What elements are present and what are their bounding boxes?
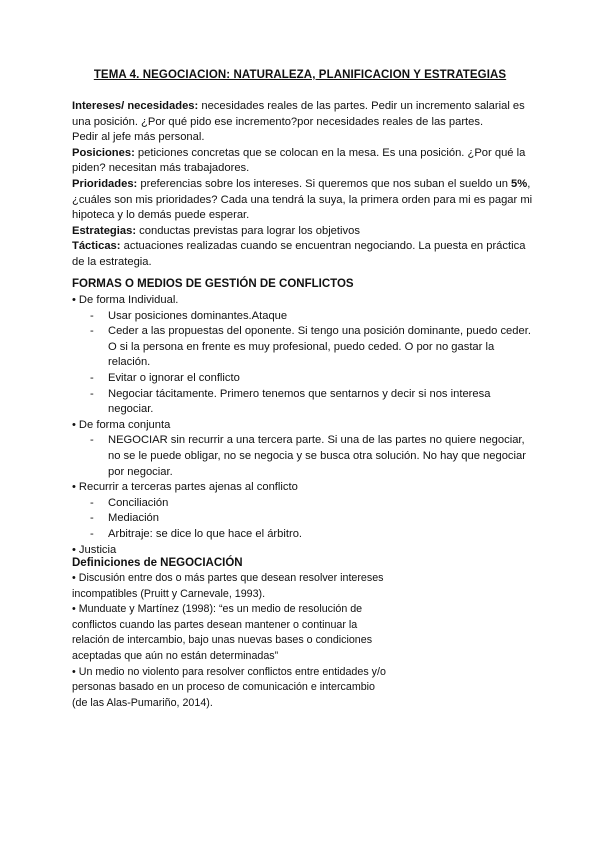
definition-term: Tácticas: — [72, 240, 121, 253]
negociacion-list — [72, 571, 392, 711]
formas-heading: FORMAS O MEDIOS DE GESTIÓN DE CONFLICTOS — [72, 278, 354, 290]
list-item: • Munduate y Martínez (1998): “es un medio de resolución de conflictos cuando las partes desean mantener o continuar la relación de intercambio, bajo unas nuevas bases o condiciones aceptadas que aún no están determinadas” — [72, 602, 392, 664]
definition-tacticas — [72, 239, 536, 270]
definition-text: actuaciones realizadas cuando se encuentran negociando. La puesta en práctica de la estrategia. — [72, 240, 526, 268]
document-title: TEMA 4. NEGOCIACION: NATURALEZA, PLANIFICACION Y ESTRATEGIAS — [93, 69, 507, 81]
definition-term: Posiciones: — [72, 146, 135, 159]
list-item: - Ceder a las propuestas del oponente. Si tengo una posición dominante, puedo ceder. O si la persona en frente es muy profesional, puedo ceded. O por no gastar la relación. — [90, 325, 531, 369]
definition-intereses — [72, 99, 536, 146]
definitions-block — [72, 99, 536, 271]
definition-text-continued: ,¿cuáles son mis prioridades? Cada una tendrá la suya, la primera orden para mi es pagar mi hipoteca y lo demás puede esperar. — [72, 177, 533, 222]
definition-extra: Pedir al jefe más personal. — [72, 131, 205, 144]
definition-term: Intereses/ necesidades: — [72, 100, 199, 112]
list-item: - Mediación — [90, 512, 159, 525]
definition-text: peticiones concretas que se colocan en la mesa. Es una posición. ¿Por qué la piden? necesitan más trabajadores. — [72, 146, 526, 175]
list-item: - Usar posiciones dominantes.Ataque — [90, 309, 288, 322]
formas-group-justicia: • Justicia — [72, 543, 536, 559]
definition-text: preferencias sobre los intereses. Si queremos que nos suban el sueldo un — [137, 177, 512, 190]
formas-list — [72, 293, 536, 558]
list-item: • Un medio no violento para resolver conflictos entre entidades y/o personas basado en un proceso de comunicación e intercambio (de las Alas-Pumariño, 2014). — [72, 665, 392, 712]
list-item: - Evitar o ignorar el conflicto — [90, 371, 240, 384]
definition-term: Prioridades: — [72, 177, 138, 190]
formas-group-individual: • De forma Individual. — [72, 293, 536, 309]
negociacion-heading: Definiciones de NEGOCIACIÓN — [72, 557, 243, 569]
definition-estrategias — [72, 224, 536, 240]
definition-text: necesidades reales de las partes. Pedir un incremento salarial es una posición. ¿Por qué pido ese incremento?por necesidades reales de las partes. — [72, 100, 525, 128]
definition-posiciones — [72, 146, 536, 177]
definition-term: Estrategias: — [72, 224, 137, 237]
list-item: - Arbitraje: se dice lo que hace el árbitro. — [90, 527, 303, 540]
list-item: - Negociar tácitamente. Primero tenemos que sentarnos y decir si nos interesa negociar. — [90, 387, 491, 416]
definition-bold-value: 5% — [511, 177, 528, 190]
definition-text: conductas previstas para lograr los objetivos — [136, 224, 360, 237]
list-item: - NEGOCIAR sin recurrir a una tercera parte. Si una de las partes no quiere negociar, no se le puede obligar, no se negocia y se busca otra solución. No hay que negociar por negociar. — [90, 434, 526, 478]
definition-prioridades — [72, 177, 536, 224]
list-item: - Conciliación — [90, 496, 169, 509]
list-item: • Discusión entre dos o más partes que desean resolver intereses incompatibles (Pruitt y Carnevale, 1993). — [72, 571, 392, 602]
formas-group-conjunta: • De forma conjunta — [72, 418, 536, 434]
formas-group-terceras: • Recurrir a terceras partes ajenas al conflicto — [72, 480, 536, 496]
